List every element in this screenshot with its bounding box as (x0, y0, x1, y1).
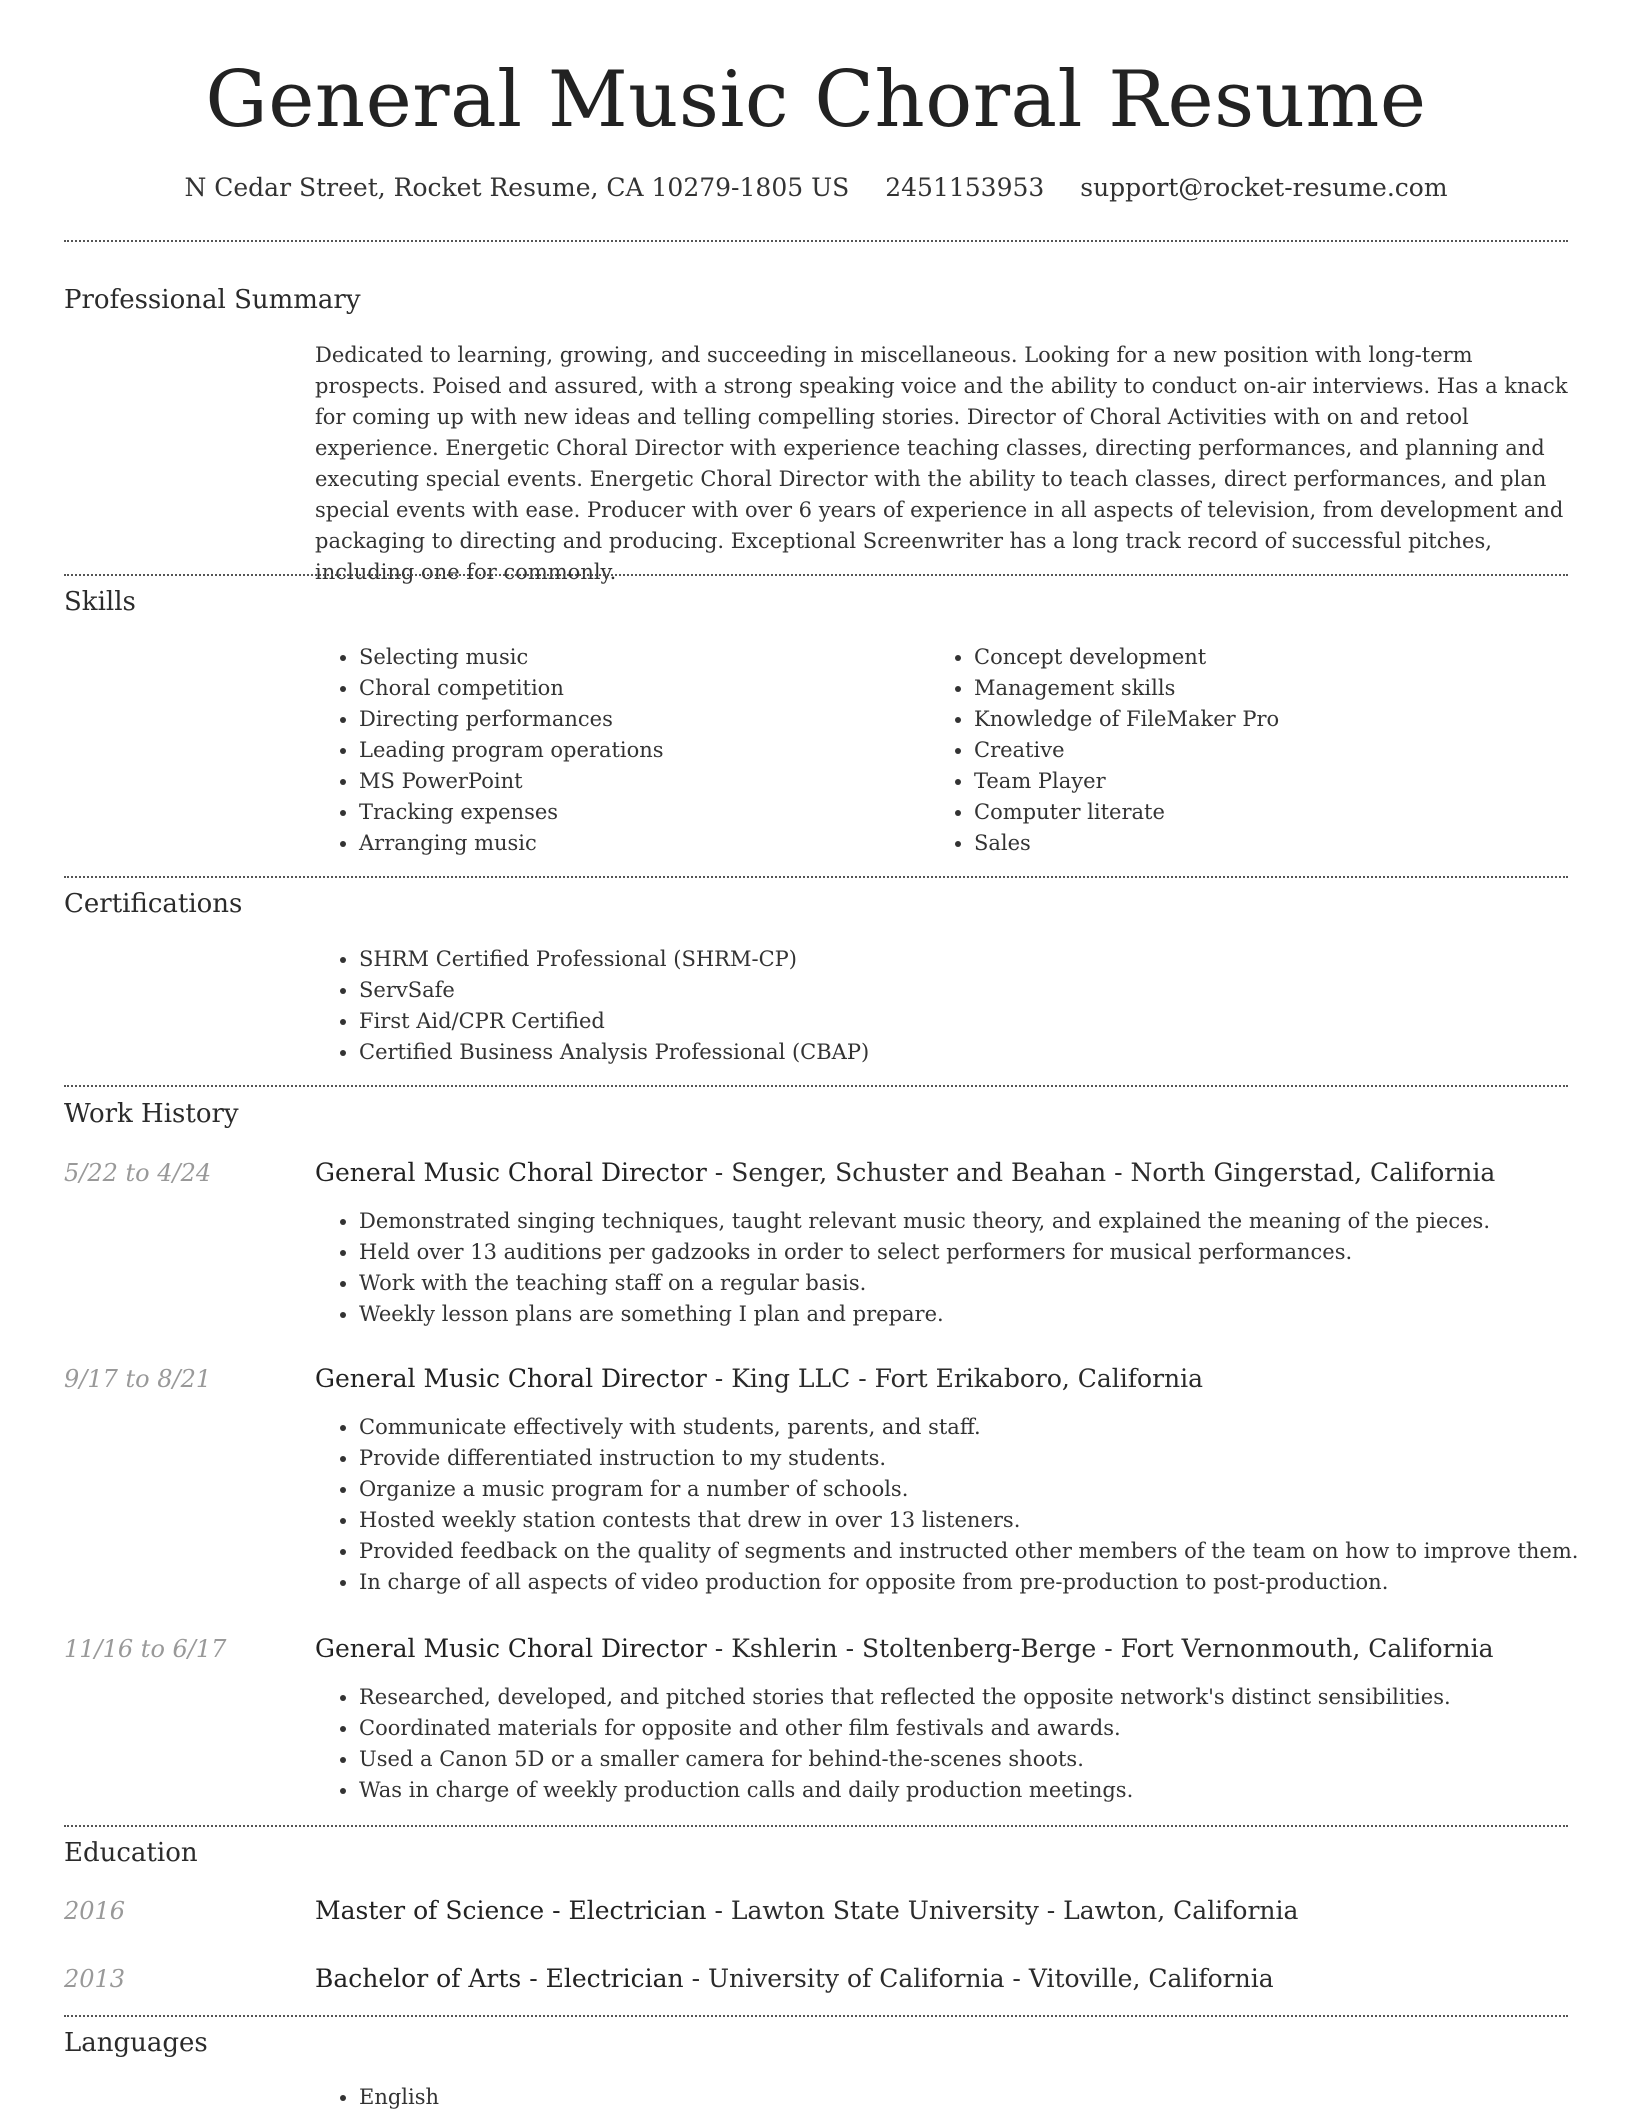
contact-line (64, 172, 1568, 204)
divider (64, 240, 1568, 242)
job-bullets (315, 1682, 1612, 1806)
job-dates: 11/16 to 6/17 (64, 1635, 227, 1663)
skill-item: • Leading program operations (359, 735, 929, 766)
job-role: General Music Choral Director (315, 1158, 707, 1187)
job-bullet: • Provided feedback on the quality of segments and instructed other members of the team on how to improve them. (359, 1536, 1612, 1567)
job-heading (315, 1157, 1568, 1189)
job-employer: - Kshlerin - Stoltenberg-Berge - Fort Vernonmouth, California (706, 1634, 1494, 1663)
skill-item: • Choral competition (359, 673, 929, 704)
job-bullets (315, 1412, 1612, 1598)
job-bullets (315, 1206, 1612, 1330)
divider (64, 1825, 1568, 1827)
divider (64, 574, 1568, 576)
education-year: 2013 (64, 1965, 126, 1993)
section-title-certifications: Certifications (64, 889, 243, 919)
job-bullet: • In charge of all aspects of video production for opposite from pre-production to post-production. (359, 1567, 1612, 1598)
certification-item: • Certified Business Analysis Professional (CBAP) (359, 1037, 1559, 1068)
skills-list-right (930, 642, 1574, 859)
job-role: General Music Choral Director (315, 1634, 707, 1663)
job-bullet: • Used a Canon 5D or a smaller camera for behind-the-scenes shoots. (359, 1744, 1612, 1775)
skill-item: • Arranging music (359, 828, 929, 859)
job-bullet: • Hosted weekly station contests that drew in over 13 listeners. (359, 1505, 1612, 1536)
skills-list-left (315, 642, 929, 859)
section-title-languages: Languages (64, 2028, 208, 2058)
job-bullet: • Weekly lesson plans are something I plan and prepare. (359, 1299, 1612, 1330)
job-heading (315, 1633, 1568, 1665)
skill-item: • Knowledge of FileMaker Pro (974, 704, 1574, 735)
certification-item: • ServSafe (359, 975, 1559, 1006)
education-heading (315, 1895, 1568, 1927)
job-bullet: • Work with the teaching staff on a regular basis. (359, 1268, 1612, 1299)
education-school: - University of California - Vitoville, California (683, 1964, 1274, 1993)
skill-item: • Creative (974, 735, 1574, 766)
education-degree: Bachelor of Arts - Electrician (315, 1964, 684, 1993)
education-degree: Master of Science - Electrician (315, 1896, 707, 1925)
skill-item: • MS PowerPoint (359, 766, 929, 797)
languages-list (315, 2082, 959, 2113)
job-bullet: • Researched, developed, and pitched stories that reflected the opposite network's distinct sensibilities. (359, 1682, 1612, 1713)
contact-email: support@rocket-resume.com (1080, 173, 1448, 202)
job-bullet: • Communicate effectively with students, parents, and staff. (359, 1412, 1612, 1443)
job-dates: 5/22 to 4/24 (64, 1159, 212, 1187)
summary-text: Dedicated to learning, growing, and succeeding in miscellaneous. Looking for a new position with long-term prospects. Poised and assured, with a strong speaking voice and the ability to conduct on-air interviews. Has a knack for coming up with new ideas and telling compelling stories. Director of Choral Activities with on and retool experience. Energetic Choral Director with experience teaching classes, directing performances, and planning and executing special events. Energetic Choral Director with the ability to teach classes, direct performances, and plan special events with ease. Producer with over 6 years of experience in all aspects of television, from development and packaging to directing and producing. Exceptional Screenwriter has a long track record of successful pitches, including one for commonly. (315, 343, 1568, 584)
section-title-work: Work History (64, 1099, 239, 1129)
skill-item: • Selecting music (359, 642, 929, 673)
education-year: 2016 (64, 1897, 126, 1925)
job-dates: 9/17 to 8/21 (64, 1365, 212, 1393)
job-heading (315, 1363, 1568, 1395)
divider (64, 2015, 1568, 2017)
job-bullet: • Held over 13 auditions per gadzooks in order to select performers for musical performances. (359, 1237, 1612, 1268)
job-role: General Music Choral Director (315, 1364, 707, 1393)
section-title-summary: Professional Summary (64, 285, 361, 315)
skill-item: • Sales (974, 828, 1574, 859)
contact-address: N Cedar Street, Rocket Resume, CA 10279-1805 US (184, 173, 850, 202)
divider (64, 876, 1568, 878)
education-school: - Lawton State University - Lawton, California (706, 1896, 1299, 1925)
divider (64, 1085, 1568, 1087)
skill-item: • Concept development (974, 642, 1574, 673)
section-title-education: Education (64, 1838, 198, 1868)
job-bullet: • Coordinated materials for opposite and other film festivals and awards. (359, 1713, 1612, 1744)
language-item: • English (359, 2082, 959, 2113)
certifications-list (315, 944, 1559, 1068)
job-employer: - Senger, Schuster and Beahan - North Gingerstad, California (706, 1158, 1496, 1187)
job-bullet: • Was in charge of weekly production calls and daily production meetings. (359, 1775, 1612, 1806)
resume-name: General Music Choral Resume (205, 55, 1427, 145)
contact-phone: 2451153953 (885, 173, 1045, 202)
skill-item: • Management skills (974, 673, 1574, 704)
job-bullet: • Organize a music program for a number of schools. (359, 1474, 1612, 1505)
skill-item: • Computer literate (974, 797, 1574, 828)
skill-item: • Team Player (974, 766, 1574, 797)
job-employer: - King LLC - Fort Erikaboro, California (706, 1364, 1204, 1393)
job-bullet: • Demonstrated singing techniques, taught relevant music theory, and explained the meaning of the pieces. (359, 1206, 1612, 1237)
certification-item: • First Aid/CPR Certified (359, 1006, 1559, 1037)
education-heading (315, 1963, 1568, 1995)
certification-item: • SHRM Certified Professional (SHRM-CP) (359, 944, 1559, 975)
job-bullet: • Provide differentiated instruction to my students. (359, 1443, 1612, 1474)
section-title-skills: Skills (64, 587, 136, 617)
skill-item: • Directing performances (359, 704, 929, 735)
skill-item: • Tracking expenses (359, 797, 929, 828)
